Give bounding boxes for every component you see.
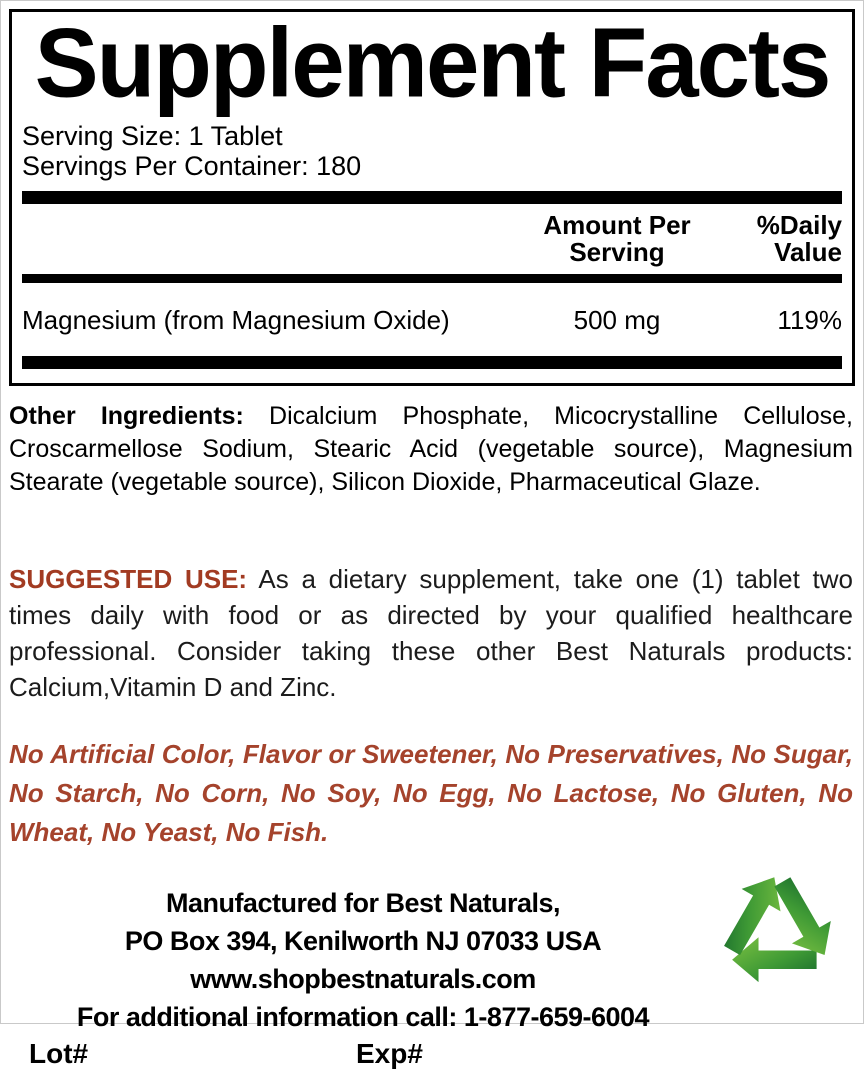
lot-exp-row [1,1038,725,1078]
address-line: PO Box 394, Kenilworth NJ 07033 USA [124,926,602,957]
nutrient-daily-value: 119% [777,305,842,336]
separator-bar-thick-bottom [22,356,842,369]
nutrient-amount: 500 mg [573,305,661,336]
suggested-use-paragraph [9,561,853,705]
separator-bar-medium [22,274,842,283]
serving-info-block [22,121,842,181]
daily-header-line1: %Daily [756,210,842,241]
other-ingredients-label: Other Ingredients: [9,402,244,431]
separator-bar-thick-top [22,191,842,204]
nutrient-row [22,283,842,356]
lot-number-label: Lot# [29,1038,89,1070]
allergen-free-note: No Artificial Color, Flavor or Sweetener, No Preservatives, No Sugar, No Starch, No Corn, No Soy, No Egg, No Lactose, No Gluten, No Wheat, No Yeast, No Fish. [9,739,853,848]
other-ingredients-text: Dicalcium Phosphate, Micocrystalline Cellulose, Croscarmellose Sodium, Stearic Acid (vegetable source), Magnesium Stearate (vegetable source), Silicon Dioxide, Pharmaceutical Glaze. [9,402,853,497]
daily-header-line2: Value [774,237,842,268]
other-ingredients-paragraph [9,400,853,499]
recycle-icon [711,853,843,1011]
servings-per-container-line: Servings Per Container: 180 [22,151,362,182]
supplement-facts-panel [9,9,855,386]
exp-number-label: Exp# [356,1038,423,1070]
suggested-use-text: As a dietary supplement, take one (1) tablet two times daily with food or as directed by your qualified healthcare professional. Consider taking these other Best Naturals products: Calcium,Vitamin D and Zinc. [9,564,853,703]
suggested-use-label: SUGGESTED USE: [9,564,248,595]
percent-daily-value-header [707,212,842,266]
website-line: www.shopbestnaturals.com [190,964,536,995]
serving-size-line: Serving Size: 1 Tablet [22,121,283,152]
facts-header-row [22,204,842,274]
amount-header-line2: Serving [569,237,665,268]
header-spacer [22,212,527,266]
footer-block [1,884,725,1078]
amount-per-serving-header [527,212,707,266]
phone-line: For additional information call: 1-877-659-6004 [76,1002,650,1033]
nutrient-name: Magnesium (from Magnesium Oxide) [22,305,450,336]
manufacturer-line: Manufactured for Best Naturals, [165,888,561,919]
amount-header-line1: Amount Per [543,210,691,241]
panel-title: Supplement Facts [34,8,830,119]
